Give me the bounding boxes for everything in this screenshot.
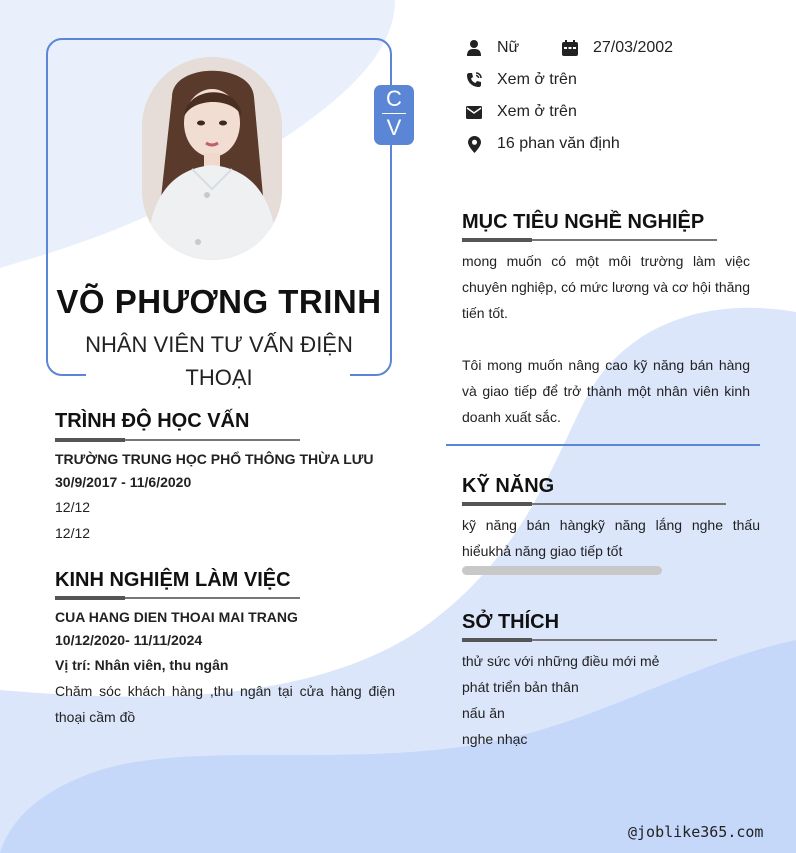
skill-level-bar <box>462 566 662 575</box>
objective-title: MỤC TIÊU NGHỀ NGHIỆP <box>462 211 705 233</box>
education-school: TRƯỜNG TRUNG HỌC PHỔ THÔNG THỪA LƯU <box>55 451 374 467</box>
birthdate-value: 27/03/2002 <box>593 39 674 56</box>
experience-title-rule <box>55 597 300 599</box>
address-value: 16 phan văn định <box>497 135 620 152</box>
location-pin-icon <box>465 135 483 153</box>
profile-photo <box>142 57 282 260</box>
skills-title-rule <box>462 503 726 505</box>
hobbies-title: SỞ THÍCH <box>462 611 560 633</box>
profile-role: NHÂN VIÊN TƯ VẤN ĐIỆN THOẠI <box>85 332 353 390</box>
gender-row <box>465 37 519 59</box>
objective-paragraph-1: mong muốn có một môi trường làm việc chuyên nghiệp, có mức lương và cơ hội thăng tiến tốt. <box>462 253 750 321</box>
footer-watermark: @joblike365.com <box>628 823 764 841</box>
cv-badge-top: C <box>386 86 402 111</box>
gender-value: Nữ <box>497 39 520 56</box>
hobby-item: phát triển bản thân <box>462 679 579 695</box>
address-row <box>465 133 620 155</box>
education-title-rule <box>55 439 300 441</box>
hobby-item: thử sức với những điều mới mẻ <box>462 653 660 669</box>
hobby-item: nấu ăn <box>462 705 505 721</box>
objective-paragraph-2: Tôi mong muốn nâng cao kỹ năng bán hàng và giao tiếp để trở thành một nhân viên kinh doanh xuất sắc. <box>462 357 750 425</box>
calendar-icon <box>561 39 579 57</box>
experience-position: Vị trí: Nhân viên, thu ngân <box>55 657 229 673</box>
objective-title-rule <box>462 239 717 241</box>
email-row <box>465 101 577 123</box>
education-line-1: 12/12 <box>55 499 91 515</box>
email-value: Xem ở trên <box>497 103 577 120</box>
section-divider <box>446 444 760 446</box>
education-period: 30/9/2017 - 11/6/2020 <box>55 474 192 490</box>
birthdate-row <box>561 37 673 59</box>
hobby-item: nghe nhạc <box>462 731 528 747</box>
education-title: TRÌNH ĐỘ HỌC VẤN <box>55 410 250 432</box>
experience-company: CUA HANG DIEN THOAI MAI TRANG <box>55 609 298 625</box>
cv-badge <box>374 85 414 145</box>
phone-value: Xem ở trên <box>497 71 577 88</box>
experience-title: KINH NGHIỆM LÀM VIỆC <box>55 569 291 591</box>
phone-icon <box>465 71 483 89</box>
education-line-2: 12/12 <box>55 525 91 541</box>
skills-title: KỸ NĂNG <box>462 475 555 497</box>
experience-description: Chăm sóc khách hàng ,thu ngân tại cửa hàng điện thoại cầm đồ <box>55 683 395 725</box>
email-icon <box>465 103 483 121</box>
phone-row <box>465 69 577 91</box>
skills-text: kỹ năng bán hàngkỹ năng lắng nghe thấu hiểukhả năng giao tiếp tốt <box>462 517 760 559</box>
cv-badge-bottom: V <box>386 115 402 140</box>
experience-period: 10/12/2020- 11/11/2024 <box>55 632 203 648</box>
profile-name: VÕ PHƯƠNG TRINH <box>56 283 382 320</box>
person-icon <box>465 39 483 57</box>
hobbies-title-rule <box>462 639 717 641</box>
